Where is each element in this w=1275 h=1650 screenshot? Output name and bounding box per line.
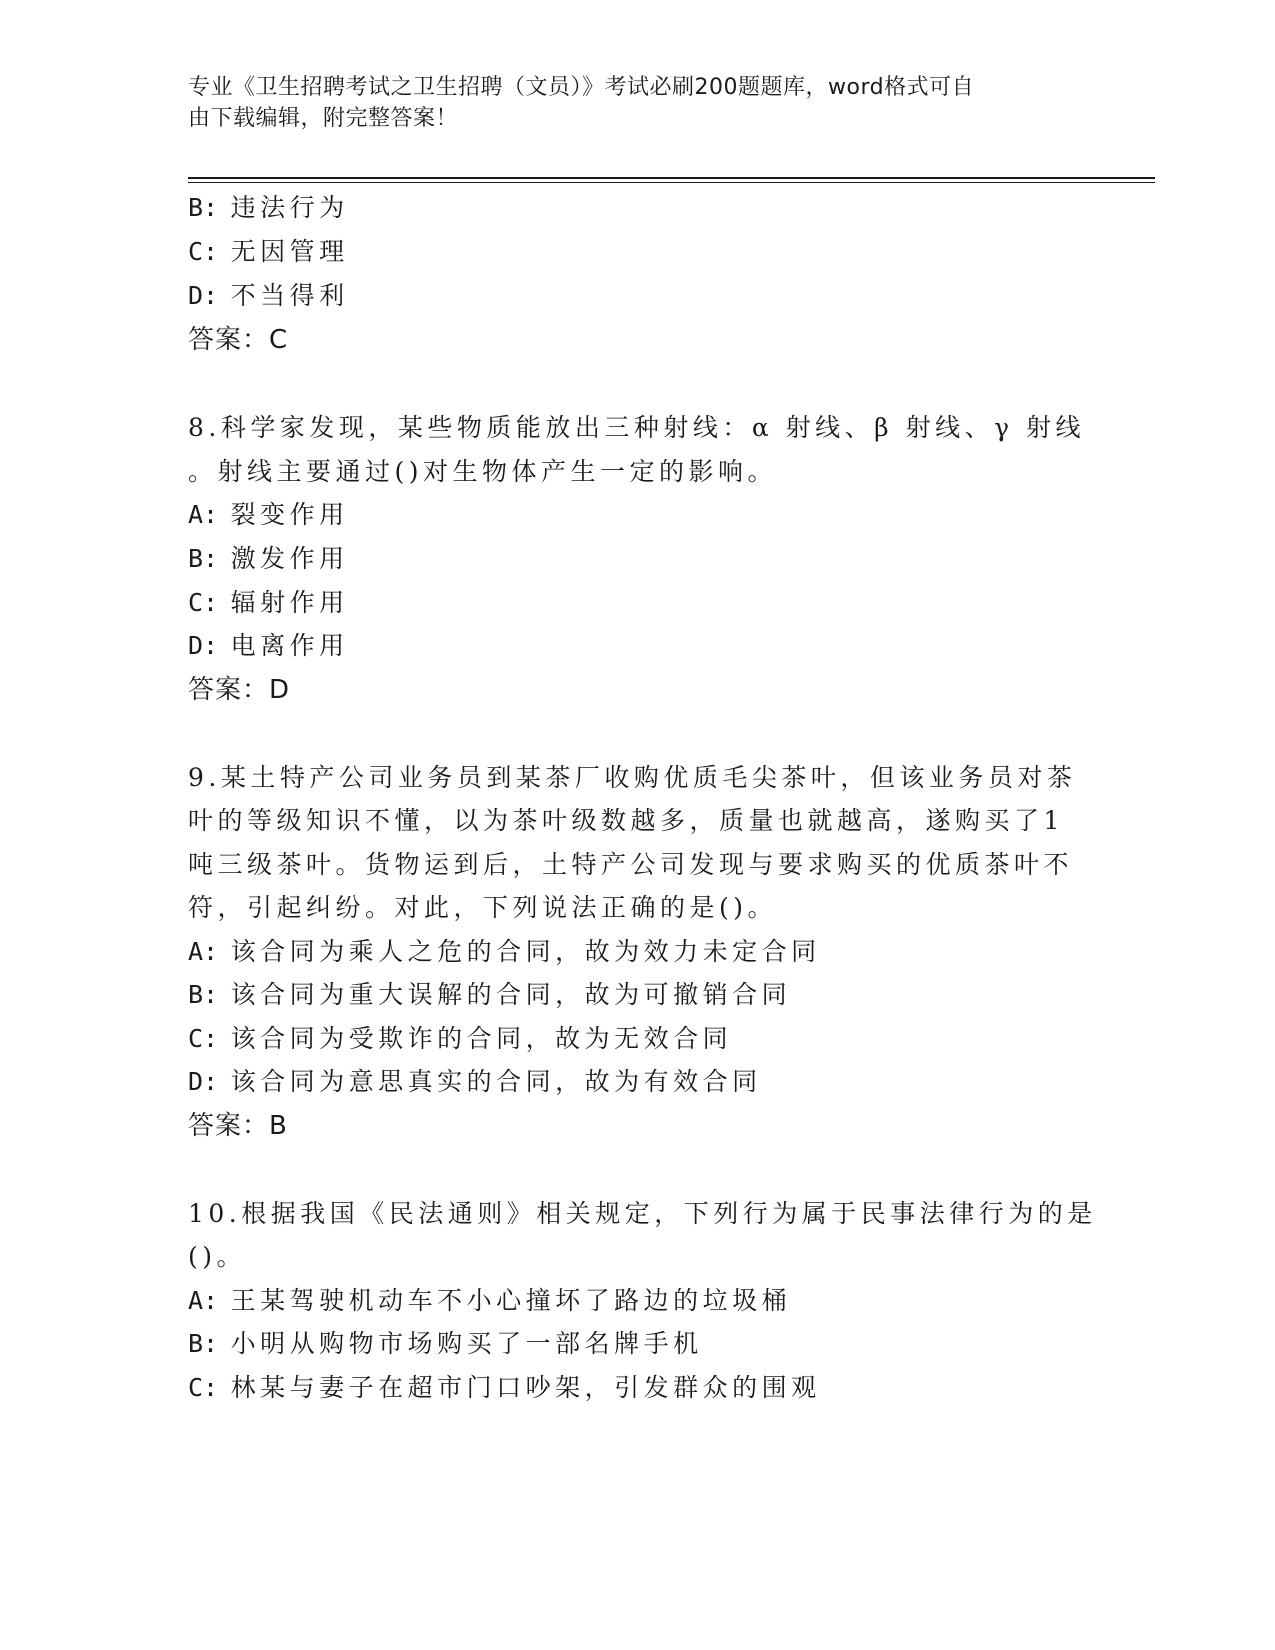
option-letter: B: <box>188 980 219 1009</box>
option-letter: B: <box>188 544 219 573</box>
q10-stem-line-2: ()。 <box>188 1242 247 1271</box>
q7-answer: 答案：C <box>188 325 289 355</box>
q9-option-d <box>188 1067 762 1097</box>
q9-stem-line-2: 叶的等级知识不懂，以为茶叶级数越多，质量也就越高，遂购买了1 <box>188 806 1064 835</box>
q8-option-b <box>188 544 349 574</box>
option-text: 电离作用 <box>230 631 349 660</box>
q10-option-c <box>188 1373 821 1403</box>
header-divider-thin <box>188 182 1155 183</box>
header-line-1: 专业《卫生招聘考试之卫生招聘（文员）》考试必刷200题题库，word格式可自 <box>188 75 975 100</box>
option-letter: B: <box>188 193 219 222</box>
option-text: 该合同为重大误解的合同，故为可撤销合同 <box>230 980 792 1009</box>
option-letter: A: <box>188 500 219 529</box>
q9-answer: 答案：B <box>188 1111 288 1141</box>
option-text: 辐射作用 <box>230 588 349 617</box>
option-text: 该合同为受欺诈的合同，故为无效合同 <box>230 1024 733 1053</box>
option-text: 小明从购物市场购买了一部名牌手机 <box>230 1329 703 1358</box>
q7-option-d <box>188 281 349 311</box>
option-letter: D: <box>188 631 219 660</box>
option-letter: C: <box>188 1373 219 1402</box>
option-text: 王某驾驶机动车不小心撞坏了路边的垃圾桶 <box>230 1286 792 1315</box>
option-text: 无因管理 <box>230 237 349 266</box>
option-text: 该合同为意思真实的合同，故为有效合同 <box>230 1067 762 1096</box>
q9-stem-line-3: 吨三级茶叶。货物运到后，土特产公司发现与要求购买的优质茶叶不 <box>188 850 1074 879</box>
q9-option-b <box>188 980 791 1010</box>
option-text: 该合同为乘人之危的合同，故为效力未定合同 <box>230 937 821 966</box>
q8-option-d <box>188 631 349 661</box>
option-text: 林某与妻子在超市门口吵架，引发群众的围观 <box>230 1373 821 1402</box>
q9-stem-line-4: 符，引起纠纷。对此，下列说法正确的是()。 <box>188 893 778 922</box>
option-letter: C: <box>188 588 219 617</box>
q8-option-a <box>188 500 349 530</box>
q7-option-b <box>188 193 349 223</box>
q9-stem-line-1: 9.某土特产公司业务员到某茶厂收购优质毛尖茶叶，但该业务员对茶 <box>188 763 1077 792</box>
q8-stem-line-2: 。射线主要通过()对生物体产生一定的影响。 <box>188 457 778 486</box>
q10-stem-line-1: 10.根据我国《民法通则》相关规定，下列行为属于民事法律行为的是 <box>188 1199 1097 1228</box>
q8-answer: 答案：D <box>188 675 291 705</box>
q9-option-a <box>188 937 821 967</box>
option-letter: A: <box>188 937 219 966</box>
option-letter: C: <box>188 1024 219 1053</box>
option-letter: C: <box>188 237 219 266</box>
q10-option-b <box>188 1329 703 1359</box>
option-letter: B: <box>188 1329 219 1358</box>
header-divider-thick <box>188 177 1155 179</box>
header-line-2: 由下载编辑，附完整答案！ <box>188 106 459 131</box>
q10-option-a <box>188 1286 791 1316</box>
option-text: 违法行为 <box>230 193 349 222</box>
option-letter: A: <box>188 1286 219 1315</box>
option-text: 裂变作用 <box>230 500 349 529</box>
document-header <box>188 72 1088 134</box>
option-letter: D: <box>188 1067 219 1096</box>
option-text: 不当得利 <box>230 281 349 310</box>
q7-option-c <box>188 237 349 267</box>
option-letter: D: <box>188 281 219 310</box>
q8-option-c <box>188 588 349 618</box>
q9-option-c <box>188 1024 732 1054</box>
q8-stem-line-1: 8.科学家发现，某些物质能放出三种射线：α 射线、β 射线、γ 射线 <box>188 413 1085 442</box>
option-text: 激发作用 <box>230 544 349 573</box>
